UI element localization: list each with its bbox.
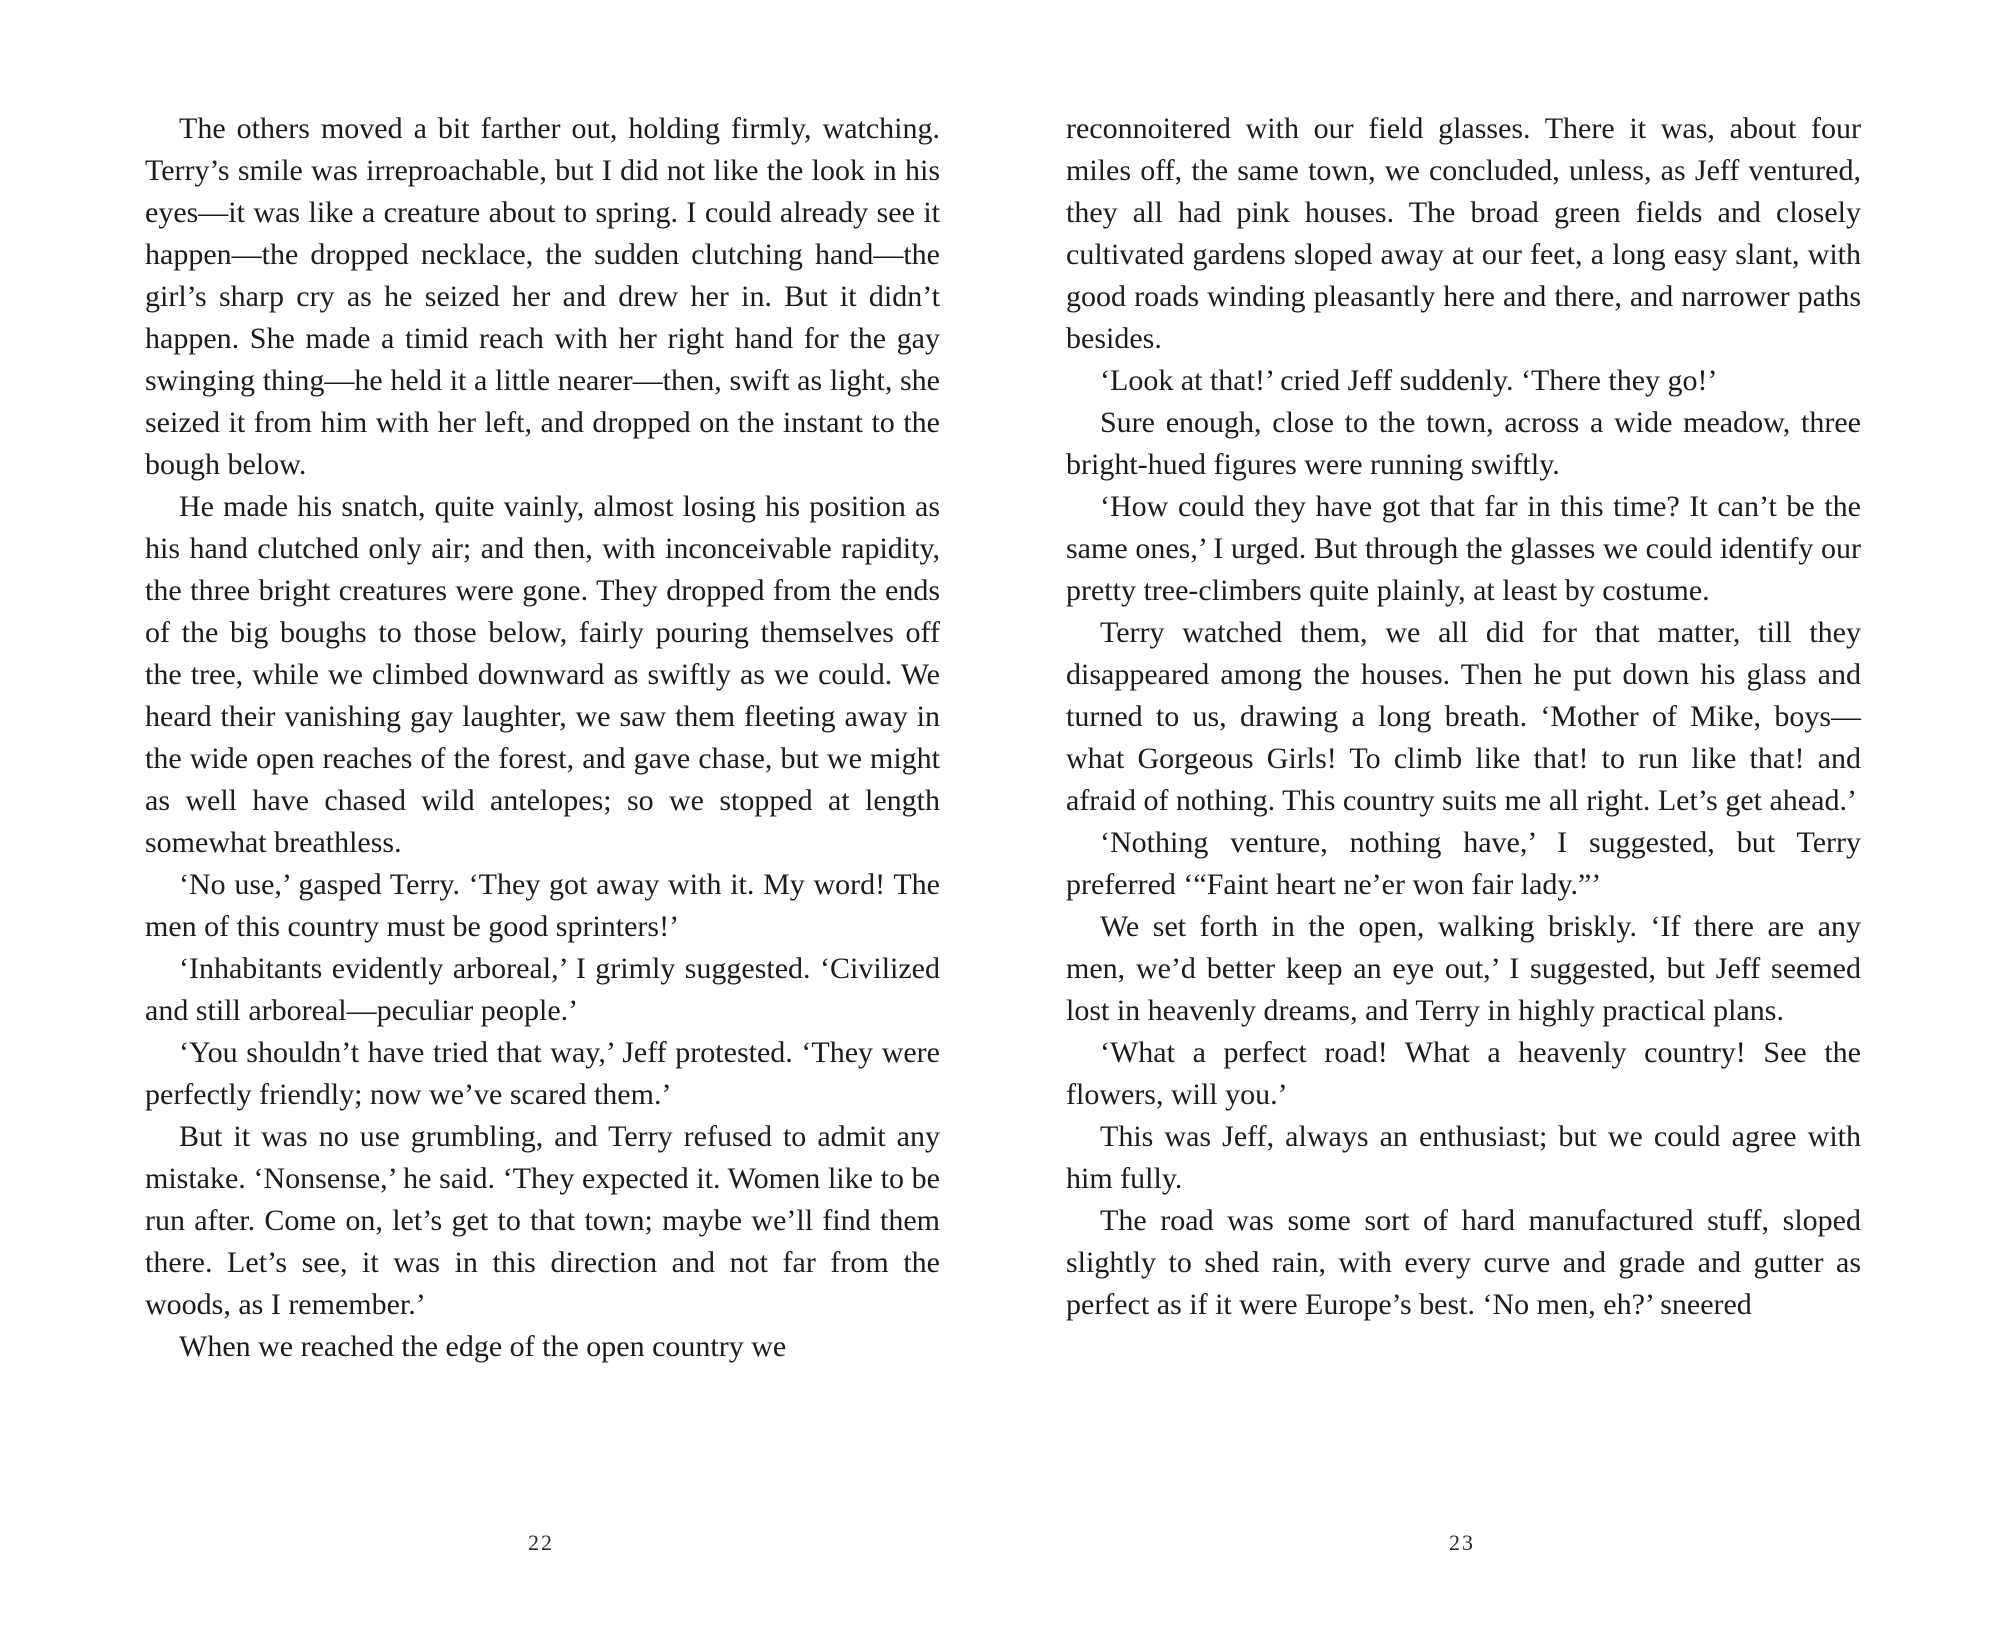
right-page — [1066, 108, 1861, 1326]
right-paragraph-9: This was Jeff, always an enthusiast; but we could agree with him fully. — [1066, 1120, 1861, 1195]
right-paragraph-1: reconnoitered with our field glasses. There it was, about four miles off, the same town, we concluded, unless, as Jeff ventured, they all had pink houses. The broad green fields and closely cultivated gardens sloped away at our feet, a long easy slant, with good roads winding pleasantly here and there, and narrower paths besides. — [1066, 112, 1861, 355]
right-paragraph-8: ‘What a perfect road! What a heavenly country! See the flowers, will you.’ — [1066, 1036, 1861, 1111]
left-paragraph-1: The others moved a bit farther out, holding firmly, watching. Terry’s smile was irreproachable, but I did not like the look in his eyes—it was like a creature about to spring. I could already see it happen—the dropped necklace, the sudden clutching hand—the girl’s sharp cry as he seized her and drew her in. But it didn’t happen. She made a timid reach with her right hand for the gay swinging thing—he held it a little nearer—then, swift as light, she seized it from him with her left, and dropped on the instant to the bough below. — [145, 112, 940, 481]
left-paragraph-3: ‘No use,’ gasped Terry. ‘They got away with it. My word! The men of this country must be good sprinters!’ — [145, 868, 940, 943]
right-paragraph-7: We set forth in the open, walking briskly. ‘If there are any men, we’d better keep an eye out,’ I suggested, but Jeff seemed lost in heavenly dreams, and Terry in highly practical plans. — [1066, 910, 1861, 1027]
right-page-number: 23 — [1449, 1530, 1475, 1555]
right-paragraph-3: Sure enough, close to the town, across a wide meadow, three bright-hued figures were running swiftly. — [1066, 406, 1861, 481]
left-paragraph-6: But it was no use grumbling, and Terry refused to admit any mistake. ‘Nonsense,’ he said. ‘They expected it. Women like to be run after. Come on, let’s get to that town; maybe we’ll find them there. Let’s see, it was in this direction and not far from the woods, as I remember.’ — [145, 1120, 940, 1321]
left-paragraph-4: ‘Inhabitants evidently arboreal,’ I grimly suggested. ‘Civilized and still arboreal—peculiar people.’ — [145, 952, 940, 1027]
left-paragraph-5: ‘You shouldn’t have tried that way,’ Jeff protested. ‘They were perfectly friendly; now we’ve scared them.’ — [145, 1036, 940, 1111]
right-paragraph-2: ‘Look at that!’ cried Jeff suddenly. ‘There they go!’ — [1100, 364, 1718, 397]
left-paragraph-7: When we reached the edge of the open country we — [179, 1330, 787, 1363]
left-page-number: 22 — [528, 1530, 554, 1555]
right-paragraph-5: Terry watched them, we all did for that matter, till they disappeared among the houses. Then he put down his glass and turned to us, drawing a long breath. ‘Mother of Mike, boys—what Gorgeous Girls! To climb like that! to run like that! and afraid of nothing. This country suits me all right. Let’s get ahead.’ — [1066, 616, 1861, 817]
right-paragraph-6: ‘Nothing venture, nothing have,’ I suggested, but Terry preferred ‘“Faint heart ne’er won fair lady.”’ — [1066, 826, 1861, 901]
right-paragraph-10: The road was some sort of hard manufactured stuff, sloped slightly to shed rain, with every curve and grade and gutter as perfect as if it were Europe’s best. ‘No men, eh?’ sneered — [1066, 1204, 1861, 1321]
right-paragraph-4: ‘How could they have got that far in this time? It can’t be the same ones,’ I urged. But through the glasses we could identify our pretty tree-climbers quite plainly, at least by costume. — [1066, 490, 1861, 607]
left-paragraph-2: He made his snatch, quite vainly, almost losing his position as his hand clutched only air; and then, with inconceivable rapidity, the three bright creatures were gone. They dropped from the ends of the big boughs to those below, fairly pouring themselves off the tree, while we climbed downward as swiftly as we could. We heard their vanishing gay laughter, we saw them fleeting away in the wide open reaches of the forest, and gave chase, but we might as well have chased wild antelopes; so we stopped at length somewhat breathless. — [145, 490, 940, 859]
left-page — [145, 108, 940, 1368]
